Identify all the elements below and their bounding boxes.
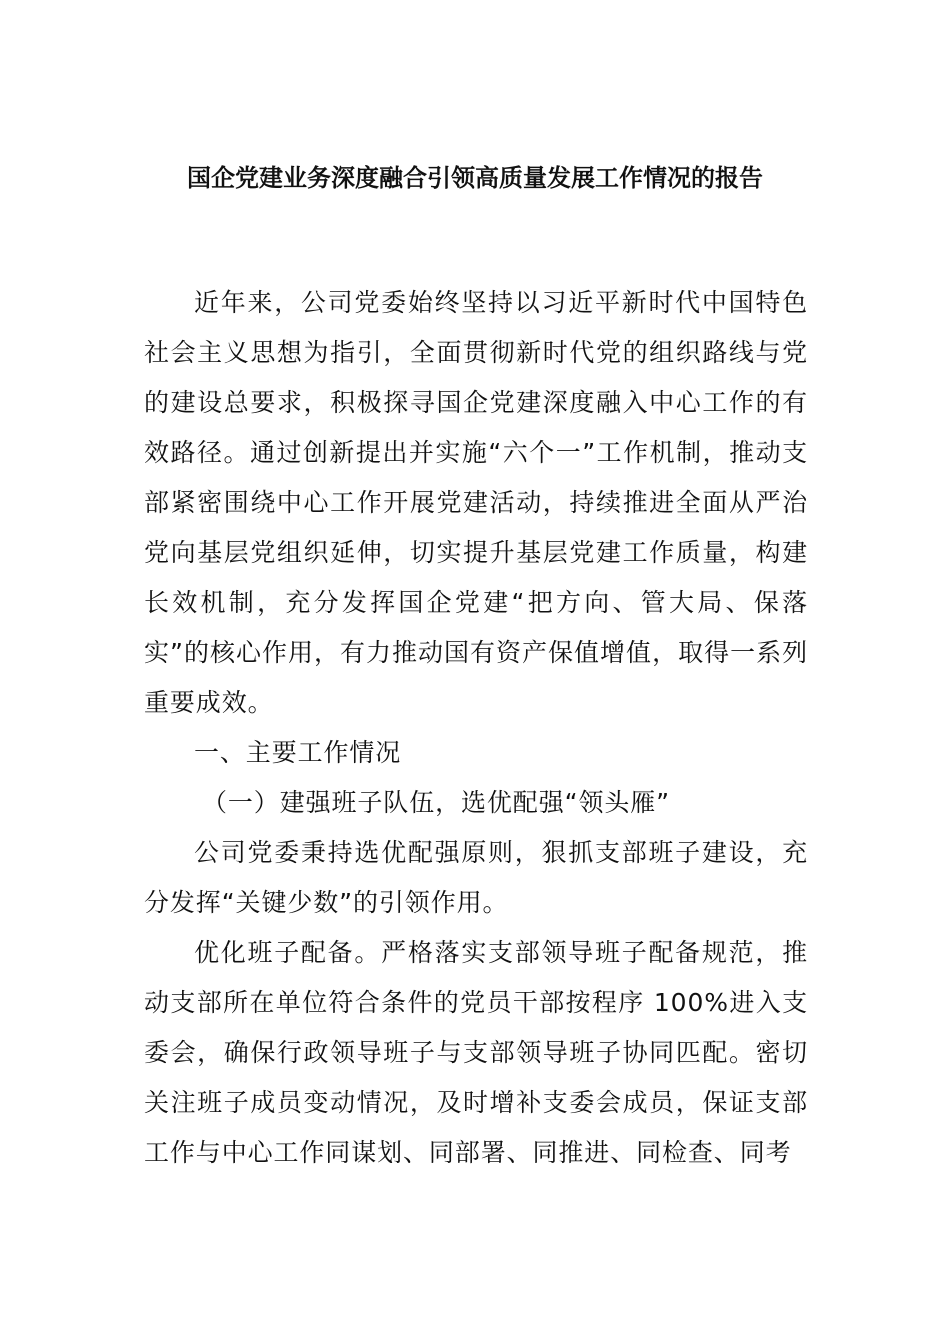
body-paragraph: 优化班子配备。严格落实支部领导班子配备规范，推动支部所在单位符合条件的党员干部按程序 100%进入支委会，确保行政领导班子与支部领导班子协同匹配。密切关注班子成员变动情况，及时增补支委会成员，保证支部工作与中心工作同谋划、同部署、同推进、同检查、同考 xyxy=(144,938,808,1167)
document-title: 国企党建业务深度融合引领高质量发展工作情况的报告 xyxy=(187,164,763,192)
body-paragraph: 公司党委秉持选优配强原则，狠抓支部班子建设，充分发挥“关键少数”的引领作用。 xyxy=(144,838,808,917)
subsection-heading: （一）建强班子队伍，选优配强“领头雁” xyxy=(202,788,671,817)
document-body xyxy=(144,278,808,1178)
section-heading: 一、主要工作情况 xyxy=(194,738,402,767)
intro-paragraph: 近年来，公司党委始终坚持以习近平新时代中国特色社会主义思想为指引，全面贯彻新时代党的组织路线与党的建设总要求，积极探寻国企党建深度融入中心工作的有效路径。通过创新提出并实施“六个一”工作机制，推动支部紧密围绕中心工作开展党建活动，持续推进全面从严治党向基层党组织延伸，切实提升基层党建工作质量，构建长效机制，充分发挥国企党建“把方向、管大局、保落实”的核心作用，有力推动国有资产保值增值，取得一系列重要成效。 xyxy=(144,288,808,717)
